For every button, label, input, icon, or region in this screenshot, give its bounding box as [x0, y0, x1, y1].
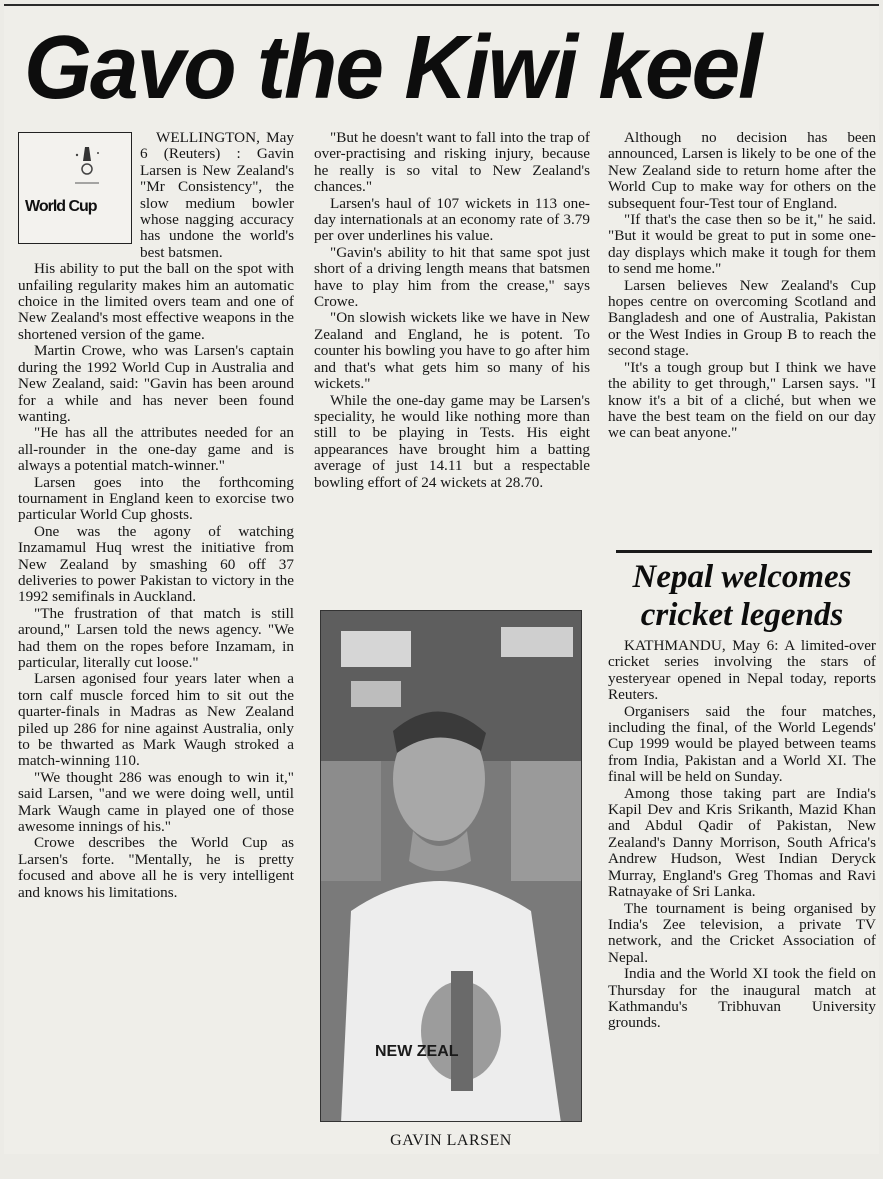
- story-paragraph: Larsen agonised four years later when a torn calf muscle forced him to sit out the quarter-finals in Madras as New Zealand piled up 286 for nine against Australia, only to be thwarted as Mark Waugh stroked a match-winning 110.: [18, 670, 294, 770]
- story-paragraph: "The frustration of that match is still around," Larsen told the news agency. "We had them on the ropes before Inzamam, in particular, literally cut loose.": [18, 604, 294, 671]
- story-paragraph: The tournament is being organised by India's Zee television, a private TV network, and the Cricket Association of Nepal.: [608, 899, 876, 966]
- story-paragraph: "If that's the case then so be it," he said. "But it would be great to put in some one-day displays which make it tough for them to send me home.": [608, 211, 876, 278]
- story-dateline: WELLINGTON, May 6 (Reuters) : Gavin Larsen is New Zealand's "Mr Consistency", the slow medium bowler whose nagging accuracy has undone the world's best batsmen.: [140, 130, 294, 261]
- story-paragraph: Although no decision has been announced, Larsen is likely to be one of the New Zealand side to return home after the World Cup to make way for others on the subsequent four-Test tour of England.: [608, 130, 876, 212]
- story-column-1: [18, 130, 294, 1156]
- section-divider: [616, 550, 872, 553]
- main-headline: Gavo the Kiwi keel: [24, 18, 761, 118]
- second-story-headline: Nepal welcomes cricket legends: [632, 559, 852, 633]
- story-paragraph: Larsen's haul of 107 wickets in 113 one-day internationals at an economy rate of 3.79 per over underlines his value.: [314, 194, 590, 245]
- world-cup-logo-icon: [67, 143, 107, 193]
- world-cup-logo-label: World Cup: [25, 198, 97, 215]
- photo-caption: GAVIN LARSEN: [390, 1132, 512, 1149]
- story-paragraph: "On slowish wickets like we have in New Zealand and England, he is potent. To counter his bowling you have to go after him and that's what gets him so many of his wickets.": [314, 309, 590, 393]
- story-paragraph: While the one-day game may be Larsen's speciality, he would like nothing more than still to be playing in Tests. His eight appearances have brought him a batting average of just 14.11 but a respectable bowling effort of 24 wickets at 28.70.: [314, 391, 590, 491]
- story-paragraph: Organisers said the four matches, including the final, of the World Legends' Cup 1999 would be played between teams from India, Pakistan and a World XI. The final will be held on Sunday.: [608, 702, 876, 786]
- world-cup-logo: [18, 132, 132, 244]
- story-paragraph: "We thought 286 was enough to win it," said Larsen, "and we were doing well, until Mark Waugh came in played one of those awesome innings of his.": [18, 768, 294, 836]
- story-paragraph: KATHMANDU, May 6: A limited-over cricket series involving the stars of yesteryear opened in Nepal today, reports Reuters.: [608, 638, 876, 704]
- player-photo: [320, 610, 582, 1122]
- story-paragraph: His ability to put the ball on the spot with unfailing regularity makes him an automatic choice in the limited overs team and one of New Zealand's most effective weapons in the shortened version of the game.: [18, 260, 294, 343]
- shirt-text: NEW ZEAL: [375, 1043, 459, 1060]
- story-paragraph: Larsen believes New Zealand's Cup hopes centre on overcoming Scotland and Bangladesh and one of Australia, Pakistan or the West Indies in Group B to reach the second stage.: [608, 276, 876, 360]
- story-paragraph: "It's a tough group but I think we have the ability to get through," Larsen says. "I know it's a bit of a cliché, but when we have the best team on the field on our day we can beat anyone.": [608, 358, 876, 442]
- story-paragraph: "But he doesn't want to fall into the trap of over-practising and risking injury, because he really is so vital to New Zealand's chances.": [314, 130, 590, 196]
- newspaper-page: [4, 4, 879, 1154]
- story-paragraph: "He has all the attributes needed for an all-rounder in the one-day game and is always a potential match-winner.": [18, 424, 294, 475]
- story-paragraph: India and the World XI took the field on Thursday for the inaugural match at Kathmandu's Tribhuvan University grounds.: [608, 965, 876, 1032]
- story-paragraph: "Gavin's ability to hit that same spot just short of a driving length means that batsmen have to play him from the crease," says Crowe.: [314, 243, 590, 311]
- story-paragraph: One was the agony of watching Inzamamul Huq wrest the initiative from New Zealand by smashing 60 off 37 deliveries to power Pakistan to victory in the 1992 semifinals in Auckland.: [18, 522, 294, 606]
- story-paragraph: Crowe describes the World Cup as Larsen's forte. "Mentally, he is pretty focused and above all he is very intelligent and knows his limitations.: [18, 834, 294, 901]
- story-column-2: [314, 130, 590, 606]
- story-paragraph: Martin Crowe, who was Larsen's captain during the 1992 World Cup in Australia and New Zealand, said: "Gavin has been around for a while and has never been found wanting.: [18, 342, 294, 425]
- story-paragraph: Among those taking part are India's Kapil Dev and Kris Srikanth, Mazid Khan and Abdul Qadir of Pakistan, New Zealand's Danny Morrison, South Africa's Andrew Hudson, West Indian Deryck Murray, England's Greg Thomas and Ravi Ratnayake of Sri Lanka.: [608, 784, 876, 901]
- story-column-3: [608, 130, 876, 550]
- second-story-column: [608, 638, 876, 1158]
- story-paragraph: Larsen goes into the forthcoming tournament in England keen to exorcise two particular World Cup ghosts.: [18, 473, 294, 524]
